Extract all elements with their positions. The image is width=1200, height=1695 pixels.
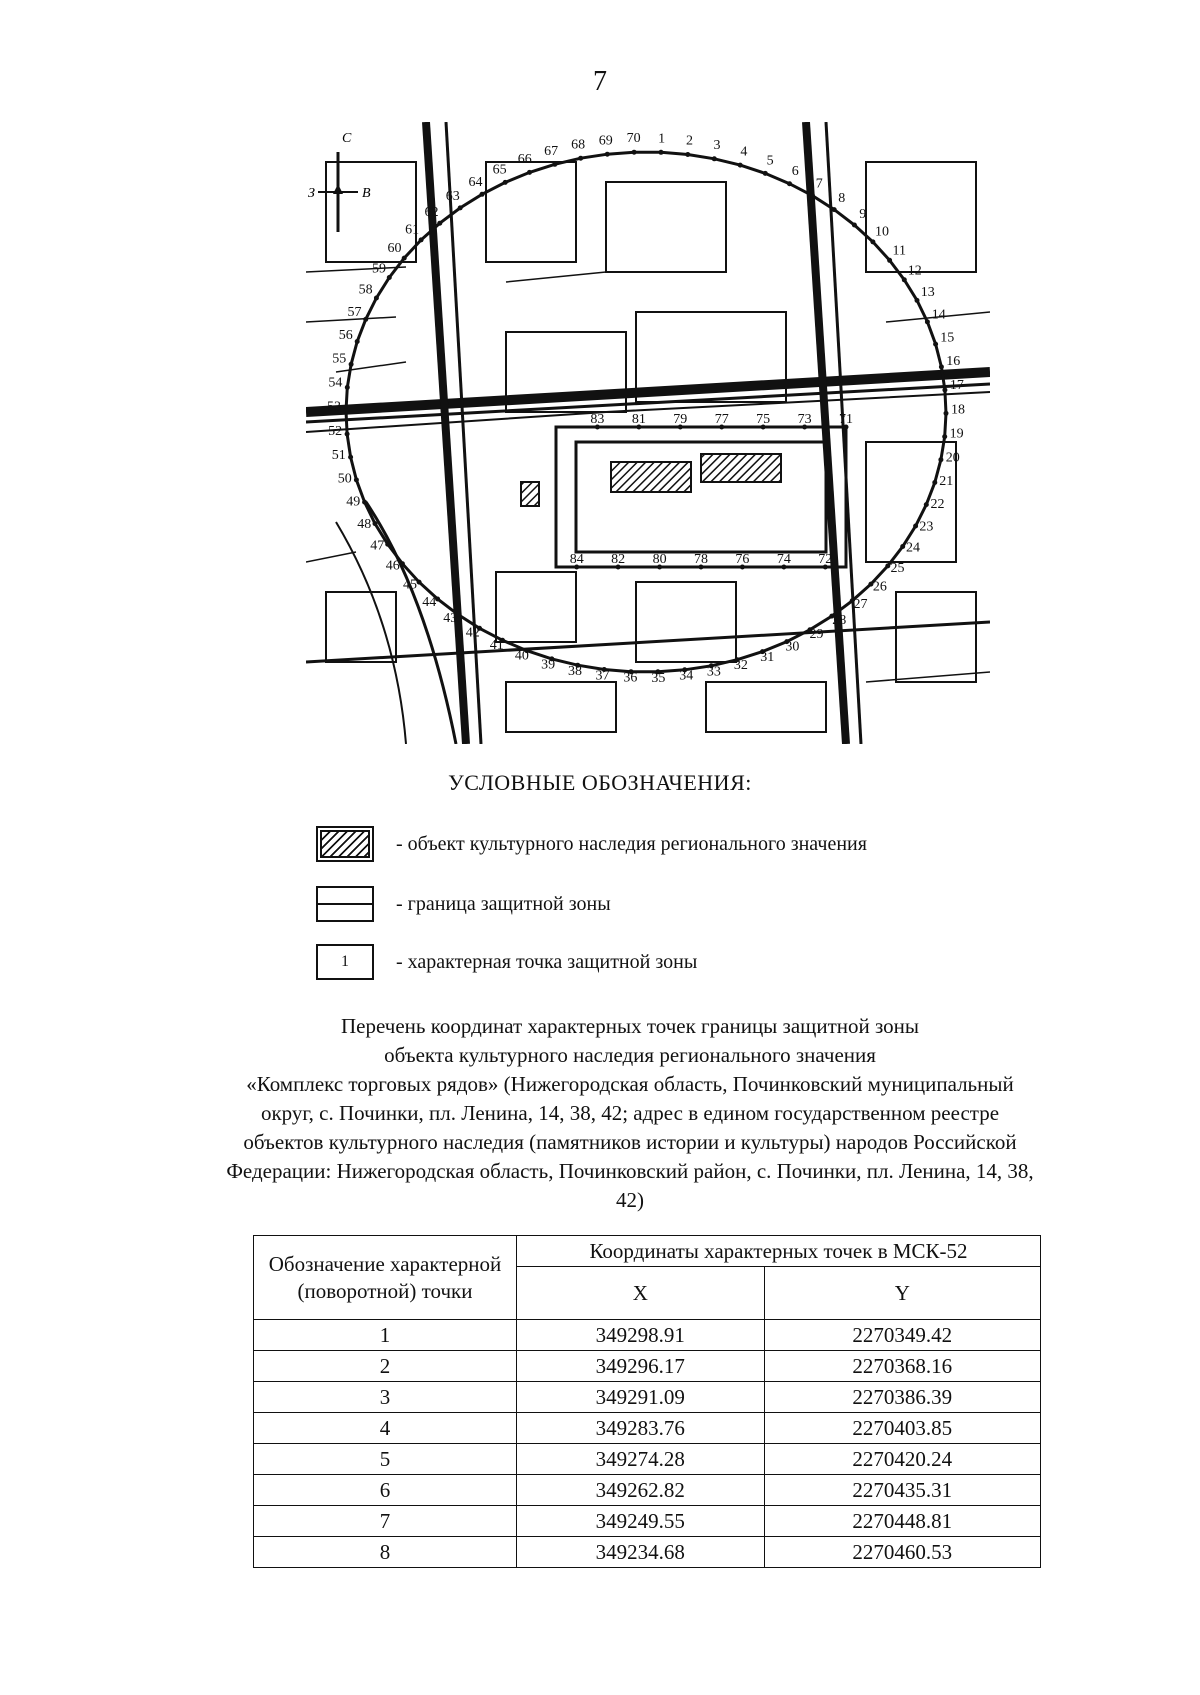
table-cell-n: 7 xyxy=(254,1506,517,1537)
zone-point xyxy=(925,319,930,324)
title-line: Федерации: Нижегородская область, Починковский район, с. Починки, пл. Ленина, 14, 38, xyxy=(226,1159,1034,1183)
heritage-object-2 xyxy=(701,454,781,482)
zone-point-label: 45 xyxy=(403,577,417,593)
zone-point-label: 35 xyxy=(651,670,666,686)
zone-point xyxy=(345,385,350,390)
zone-point xyxy=(437,221,442,226)
zone-point-label: 43 xyxy=(443,611,458,627)
zone-point xyxy=(480,192,485,197)
table-cell-y: 2270368.16 xyxy=(764,1351,1040,1382)
zone-point xyxy=(632,150,637,155)
zone-point-label: 69 xyxy=(598,133,613,149)
zone-point-label: 33 xyxy=(706,664,721,680)
zone-point-label: 18 xyxy=(951,402,965,418)
zone-point xyxy=(659,150,664,155)
table-row xyxy=(254,1382,1041,1413)
table-cell-x: 349262.82 xyxy=(517,1475,765,1506)
zone-point-label: 77 xyxy=(714,412,729,427)
zone-point-label: 71 xyxy=(839,412,853,427)
zone-point xyxy=(362,500,367,505)
zone-point-label: 36 xyxy=(623,670,638,686)
zone-point-label: 3 xyxy=(713,138,721,154)
page-number: 7 xyxy=(593,66,607,97)
zone-point-label: 46 xyxy=(385,558,400,574)
table-row xyxy=(254,1351,1041,1382)
table-row xyxy=(254,1320,1041,1351)
zone-point-label: 53 xyxy=(327,399,341,415)
legend-item-boundary xyxy=(316,884,611,924)
zone-point-label: 9 xyxy=(859,206,867,222)
zone-point xyxy=(924,502,929,507)
table-cell-y: 2270460.53 xyxy=(764,1537,1040,1568)
heritage-object-1 xyxy=(611,462,691,492)
zone-point xyxy=(578,156,583,161)
zone-point-label: 28 xyxy=(832,613,847,628)
zone-point-label: 34 xyxy=(679,668,694,684)
zone-point xyxy=(400,561,405,566)
zone-point-label: 50 xyxy=(337,471,352,487)
zone-point xyxy=(552,162,557,167)
zone-point-label: 57 xyxy=(347,304,362,320)
zone-point xyxy=(938,457,943,462)
title-line: объектов культурного наследия (памятников истории и культуры) народов Российской xyxy=(243,1130,1017,1154)
compass-east: В xyxy=(362,186,371,201)
zone-point-label: 65 xyxy=(492,162,507,178)
zone-point-label: 49 xyxy=(346,494,361,510)
table-cell-y: 2270403.85 xyxy=(764,1413,1040,1444)
zone-point-label: 70 xyxy=(626,131,641,147)
table-cell-n: 1 xyxy=(254,1320,517,1351)
title-line: округ, с. Починки, пл. Ленина, 14, 38, 42; адрес в едином государственном реестре xyxy=(260,1101,1000,1125)
zone-point-label: 25 xyxy=(890,560,905,576)
table-cell-n: 3 xyxy=(254,1382,517,1413)
zone-point-label: 23 xyxy=(919,519,934,535)
zone-point-label: 83 xyxy=(590,412,605,427)
zone-point-label: 13 xyxy=(920,285,935,301)
header-x: X xyxy=(517,1267,765,1320)
zone-point xyxy=(344,408,349,413)
zone-point xyxy=(942,434,947,439)
zone-point-label: 61 xyxy=(405,222,420,238)
zone-point xyxy=(738,163,743,168)
zone-point-label: 39 xyxy=(541,657,556,673)
table-cell-x: 349274.28 xyxy=(517,1444,765,1475)
zone-point xyxy=(419,237,424,242)
table-cell-y: 2270448.81 xyxy=(764,1506,1040,1537)
zone-point-label: 31 xyxy=(760,649,775,665)
zone-point-label: 72 xyxy=(818,552,833,567)
table-cell-n: 4 xyxy=(254,1413,517,1444)
zone-point xyxy=(852,223,857,228)
zone-point-label: 55 xyxy=(332,351,347,367)
zone-point xyxy=(374,296,379,301)
legend-symbol-boundary xyxy=(316,886,374,922)
zone-point-label: 29 xyxy=(809,627,824,643)
zone-point-label: 78 xyxy=(694,552,708,567)
zone-point-label: 32 xyxy=(733,658,748,674)
zone-point-label: 75 xyxy=(756,412,771,427)
zone-point xyxy=(417,580,422,585)
zone-point xyxy=(763,171,768,176)
zone-point xyxy=(503,180,508,185)
zone-point-label: 81 xyxy=(631,412,646,427)
zone-point xyxy=(385,542,390,547)
compass-north: С xyxy=(342,131,352,146)
zone-point xyxy=(373,521,378,526)
table-cell-y: 2270349.42 xyxy=(764,1320,1040,1351)
zone-point-label: 67 xyxy=(544,143,559,159)
table-row xyxy=(254,1506,1041,1537)
table-cell-n: 2 xyxy=(254,1351,517,1382)
zone-point-label: 16 xyxy=(946,354,961,370)
zone-point xyxy=(345,432,350,437)
zone-point-label: 20 xyxy=(945,450,960,466)
table-cell-n: 8 xyxy=(254,1537,517,1568)
zone-point-label: 19 xyxy=(949,426,964,442)
table-cell-n: 6 xyxy=(254,1475,517,1506)
zone-point-label: 26 xyxy=(872,579,887,595)
zone-point xyxy=(363,317,368,322)
table-cell-x: 349296.17 xyxy=(517,1351,765,1382)
zone-point-label: 84 xyxy=(569,552,584,567)
zone-point-label: 42 xyxy=(465,625,480,641)
zone-point xyxy=(527,170,532,175)
zone-point-label: 15 xyxy=(940,330,955,346)
zone-point xyxy=(349,362,354,367)
zone-point-label: 6 xyxy=(791,163,799,179)
zone-point-label: 27 xyxy=(853,597,868,613)
table-cell-x: 349234.68 xyxy=(517,1537,765,1568)
zone-point xyxy=(939,364,944,369)
zone-point-label: 5 xyxy=(766,153,774,169)
zone-point-label: 73 xyxy=(797,412,812,427)
zone-point-label: 51 xyxy=(331,447,346,463)
zone-point xyxy=(915,298,920,303)
zone-point xyxy=(458,205,463,210)
zone-point-label: 47 xyxy=(370,538,385,554)
zone-point-label: 66 xyxy=(517,152,532,168)
zone-point-label: 38 xyxy=(568,663,582,679)
zone-point-label: 74 xyxy=(776,552,791,567)
zone-point xyxy=(887,258,892,263)
zone-point-label: 8 xyxy=(838,190,846,206)
zone-point xyxy=(933,342,938,347)
compass-west: З xyxy=(308,186,315,201)
table-cell-x: 349298.91 xyxy=(517,1320,765,1351)
zone-point-label: 82 xyxy=(611,552,626,567)
table-row xyxy=(254,1537,1041,1568)
table-row xyxy=(254,1475,1041,1506)
zone-point-label: 21 xyxy=(939,474,954,490)
zone-point-label: 10 xyxy=(875,224,889,240)
zone-point-label: 17 xyxy=(949,378,964,394)
legend-title: УСЛОВНЫЕ ОБОЗНАЧЕНИЯ: xyxy=(448,770,752,795)
header-point-name: Обозначение характерной (поворотной) точки xyxy=(254,1236,517,1320)
legend-symbol-point xyxy=(316,944,374,980)
zone-point-label: 37 xyxy=(595,668,610,684)
legend-text-boundary: - граница защитной зоны xyxy=(396,892,611,915)
zone-point xyxy=(942,388,947,393)
zone-point-label: 68 xyxy=(571,137,586,153)
zone-point-label: 59 xyxy=(372,261,386,277)
zone-point xyxy=(944,411,949,416)
zone-point xyxy=(787,181,792,186)
table-row xyxy=(254,1444,1041,1475)
legend-item-point xyxy=(316,942,697,982)
zone-point-label: 48 xyxy=(357,516,372,532)
zone-point xyxy=(605,152,610,157)
site-plan-map xyxy=(306,122,990,744)
zone-point-label: 12 xyxy=(907,263,922,279)
zone-point xyxy=(348,455,353,460)
zone-point-label: 22 xyxy=(930,497,945,513)
zone-point-label: 79 xyxy=(673,412,688,427)
legend-symbol-heritage xyxy=(316,826,374,862)
zone-point-label: 14 xyxy=(931,307,946,323)
zone-point-label: 7 xyxy=(815,176,823,192)
zone-point-label: 30 xyxy=(785,639,800,655)
table-cell-x: 349291.09 xyxy=(517,1382,765,1413)
zone-point-label: 63 xyxy=(445,189,460,204)
zone-point xyxy=(685,152,690,157)
table-cell-x: 349249.55 xyxy=(517,1506,765,1537)
zone-point-label: 44 xyxy=(422,595,437,611)
zone-point-label: 11 xyxy=(892,243,907,259)
zone-point-label: 62 xyxy=(424,204,439,220)
zone-point xyxy=(913,524,918,529)
zone-point-label: 80 xyxy=(652,552,667,567)
zone-point-label: 64 xyxy=(468,174,483,190)
legend-text-heritage: - объект культурного наследия регионального значения xyxy=(396,832,867,855)
zone-point-label: 56 xyxy=(338,327,353,343)
zone-point xyxy=(870,239,875,244)
zone-point-label: 58 xyxy=(358,282,373,298)
title-line: 42) xyxy=(616,1188,644,1212)
zone-point-label: 76 xyxy=(735,552,750,567)
table-cell-n: 5 xyxy=(254,1444,517,1475)
legend-point-symbol: 1 xyxy=(341,953,349,970)
zone-point xyxy=(402,256,407,261)
title-line: «Комплекс торговых рядов» (Нижегородская область, Починковский муниципальный xyxy=(246,1072,1014,1096)
zone-point-label: 1 xyxy=(658,131,666,147)
title-line: объекта культурного наследия регионального значения xyxy=(384,1043,876,1067)
zone-point xyxy=(354,477,359,482)
zone-point xyxy=(902,277,907,282)
zone-point xyxy=(387,275,392,280)
title-line: Перечень координат характерных точек границы защитной зоны xyxy=(341,1014,919,1038)
zone-point xyxy=(712,156,717,161)
legend-text-point: - характерная точка защитной зоны xyxy=(396,950,698,973)
zone-point-label: 2 xyxy=(686,133,693,149)
coordinates-list-title xyxy=(150,1012,1110,1215)
zone-point xyxy=(355,339,360,344)
table-cell-y: 2270435.31 xyxy=(764,1475,1040,1506)
table-row xyxy=(254,1413,1041,1444)
heritage-object-3 xyxy=(521,482,539,506)
zone-point-label: 52 xyxy=(328,423,343,439)
table-cell-x: 349283.76 xyxy=(517,1413,765,1444)
zone-point-label: 41 xyxy=(489,638,504,654)
header-coords: Координаты характерных точек в МСК-52 xyxy=(517,1236,1041,1267)
zone-point-label: 54 xyxy=(328,375,343,391)
header-y: Y xyxy=(764,1267,1040,1320)
legend-item-heritage xyxy=(316,824,867,864)
zone-point-label: 40 xyxy=(514,648,529,664)
table-cell-y: 2270420.24 xyxy=(764,1444,1040,1475)
zone-point-label: 60 xyxy=(387,241,402,257)
zone-point-label: 4 xyxy=(740,144,748,160)
zone-point xyxy=(900,544,905,549)
zone-point xyxy=(810,193,815,198)
zone-point xyxy=(932,480,937,485)
zone-point xyxy=(832,207,837,212)
coordinates-table xyxy=(253,1235,1041,1568)
zone-point-label: 24 xyxy=(906,540,920,556)
table-cell-y: 2270386.39 xyxy=(764,1382,1040,1413)
